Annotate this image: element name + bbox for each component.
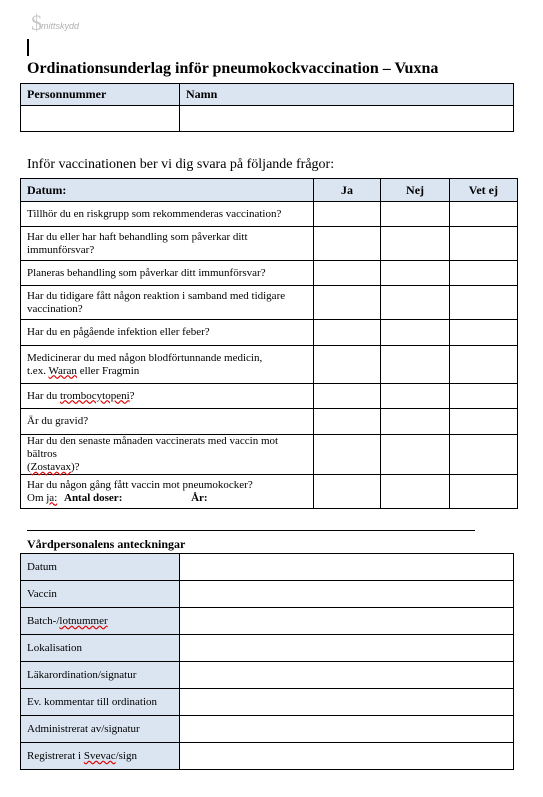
- question-line: Har du någon gång fått vaccin mot pneumokocker?: [27, 478, 253, 491]
- question-row: [21, 202, 518, 227]
- question-row: [21, 227, 518, 261]
- nej-header: Nej: [381, 179, 449, 202]
- question-row: [21, 384, 518, 409]
- question-text: Har du en pågående infektion eller feber?: [21, 320, 314, 346]
- question-row: [21, 346, 518, 384]
- notes-value-field[interactable]: [180, 689, 514, 716]
- question-text: [21, 475, 314, 509]
- question-row: [21, 261, 518, 286]
- notes-label-part: Registrerat i: [27, 750, 84, 762]
- notes-value-field[interactable]: [180, 581, 514, 608]
- nej-cell[interactable]: [381, 475, 449, 509]
- ja-cell[interactable]: [313, 409, 381, 435]
- vet-ej-cell[interactable]: [449, 435, 517, 475]
- question-line: Har du: [27, 389, 60, 402]
- question-text: [21, 346, 314, 384]
- question-row: [21, 409, 518, 435]
- ja-cell[interactable]: [313, 202, 381, 227]
- om-label: Om: [27, 491, 47, 504]
- personnummer-field[interactable]: [21, 106, 180, 132]
- ja-cell[interactable]: [313, 346, 381, 384]
- notes-value-field[interactable]: [180, 635, 514, 662]
- question-text: Tillhör du en riskgrupp som rekommenderas vaccination?: [21, 202, 314, 227]
- logo-symbol: $: [31, 10, 42, 35]
- question-term: Zostavax: [30, 461, 71, 473]
- question-term: trombocytopeni: [60, 389, 130, 402]
- notes-value-field[interactable]: [180, 716, 514, 743]
- page-title: Ordinationsunderlag inför pneumokockvaccination – Vuxna: [27, 60, 439, 77]
- notes-row: [21, 635, 514, 662]
- question-text: Har du eller har haft behandling som påverkar ditt immunförsvar?: [21, 227, 314, 261]
- question-line: (: [27, 461, 31, 473]
- notes-row: [21, 608, 514, 635]
- notes-value-field[interactable]: [180, 554, 514, 581]
- vet-ej-cell[interactable]: [449, 261, 517, 286]
- notes-row: [21, 689, 514, 716]
- ja-cell[interactable]: [313, 475, 381, 509]
- nej-cell[interactable]: [381, 286, 449, 320]
- notes-label: [21, 743, 180, 770]
- question-line: ?: [129, 389, 135, 402]
- notes-label: Ev. kommentar till ordination: [21, 689, 180, 716]
- datum-header: Datum:: [21, 179, 314, 202]
- namn-header: Namn: [180, 84, 514, 106]
- ja-cell[interactable]: [313, 384, 381, 409]
- personnummer-header: Personnummer: [21, 84, 180, 106]
- vet-ej-cell[interactable]: [449, 475, 517, 509]
- divider-line: [27, 530, 475, 531]
- question-text: [21, 435, 314, 475]
- question-term: Waran: [48, 364, 77, 377]
- ja-label: ja:: [46, 491, 58, 504]
- notes-label-term: lotnummer: [59, 615, 108, 627]
- notes-row: [21, 554, 514, 581]
- ja-header: Ja: [313, 179, 381, 202]
- ja-cell[interactable]: [313, 261, 381, 286]
- nej-cell[interactable]: [381, 261, 449, 286]
- notes-label: Datum: [21, 554, 180, 581]
- notes-label-part: Batch-/: [27, 615, 60, 627]
- notes-table: [20, 553, 514, 770]
- questions-table: [20, 178, 518, 509]
- vet-ej-cell[interactable]: [449, 409, 517, 435]
- notes-row: [21, 581, 514, 608]
- vet-ej-cell[interactable]: [449, 346, 517, 384]
- notes-label: Läkarordination/signatur: [21, 662, 180, 689]
- notes-label: Administrerat av/signatur: [21, 716, 180, 743]
- ja-cell[interactable]: [313, 286, 381, 320]
- antal-doser-label: Antal doser:: [64, 491, 123, 504]
- ja-cell[interactable]: [313, 320, 381, 346]
- logo-text: mittskydd: [41, 21, 80, 31]
- notes-title: Vårdpersonalens anteckningar: [27, 537, 186, 551]
- question-row: [21, 320, 518, 346]
- nej-cell[interactable]: [381, 320, 449, 346]
- question-text: Har du tidigare fått någon reaktion i samband med tidigare vaccination?: [21, 286, 314, 320]
- question-text: Är du gravid?: [21, 409, 314, 435]
- nej-cell[interactable]: [381, 227, 449, 261]
- questions-intro: Inför vaccinationen ber vi dig svara på följande frågor:: [27, 157, 335, 172]
- person-table: [20, 83, 514, 132]
- question-row: [21, 475, 518, 509]
- ja-cell[interactable]: [313, 435, 381, 475]
- nej-cell[interactable]: [381, 346, 449, 384]
- notes-label: Lokalisation: [21, 635, 180, 662]
- notes-label: [21, 608, 180, 635]
- vet-ej-header: Vet ej: [449, 179, 517, 202]
- notes-label-part: /sign: [115, 750, 137, 762]
- question-line: )?: [71, 461, 80, 473]
- nej-cell[interactable]: [381, 409, 449, 435]
- nej-cell[interactable]: [381, 202, 449, 227]
- question-line: Medicinerar du med någon blodförtunnande medicin,: [27, 351, 263, 364]
- notes-label: Vaccin: [21, 581, 180, 608]
- namn-field[interactable]: [180, 106, 514, 132]
- notes-value-field[interactable]: [180, 743, 514, 770]
- question-text: [21, 384, 314, 409]
- question-line: t.ex.: [27, 364, 49, 377]
- vet-ej-cell[interactable]: [449, 384, 517, 409]
- question-row: [21, 435, 518, 475]
- nej-cell[interactable]: [381, 435, 449, 475]
- question-line: eller Fragmin: [76, 364, 140, 377]
- question-text: Planeras behandling som påverkar ditt immunförsvar?: [21, 261, 314, 286]
- notes-row: [21, 716, 514, 743]
- vet-ej-cell[interactable]: [449, 320, 517, 346]
- notes-label-term: Svevac: [83, 750, 116, 762]
- question-row: [21, 286, 518, 320]
- notes-value-field[interactable]: [180, 662, 514, 689]
- text-cursor: [27, 39, 29, 56]
- notes-row: [21, 662, 514, 689]
- vet-ej-cell[interactable]: [449, 227, 517, 261]
- smittskydd-logo: [31, 10, 80, 36]
- ar-label: År:: [191, 491, 208, 504]
- notes-row: [21, 743, 514, 770]
- notes-value-field[interactable]: [180, 608, 514, 635]
- question-line: Har du den senaste månaden vaccinerats med vaccin mot bältros: [27, 435, 279, 460]
- vet-ej-cell[interactable]: [449, 202, 517, 227]
- ja-cell[interactable]: [313, 227, 381, 261]
- vet-ej-cell[interactable]: [449, 286, 517, 320]
- nej-cell[interactable]: [381, 384, 449, 409]
